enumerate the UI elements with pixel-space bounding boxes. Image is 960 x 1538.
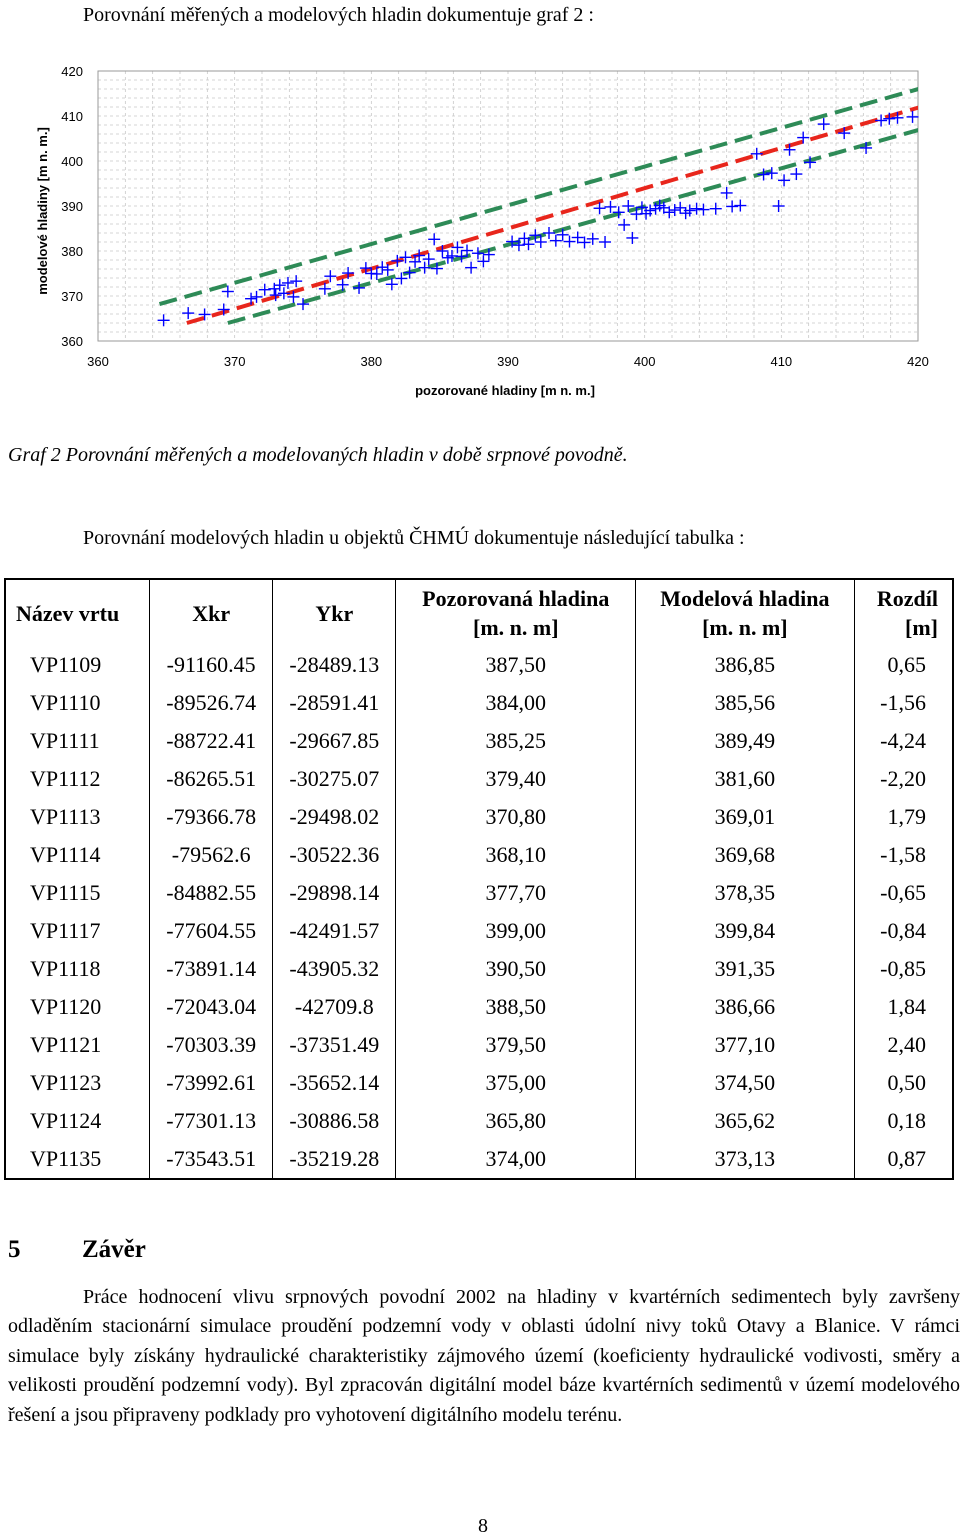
data-point (465, 262, 477, 274)
table-cell: 379,40 (396, 760, 636, 798)
table-cell: -43905.32 (273, 950, 396, 988)
conclusion-paragraph: Práce hodnocení vlivu srpnových povodní 2002 na hladiny v kvartérních sedimentech byly završeny odladěním stacionární simulace proudění podzemní vody v oblasti údolní nivy toků Otavy a Blanice. V rámci simulace byly získány hydraulické charakteristiky zájmového území (koeficienty hydraulické vodivosti, směry a velikosti proudění podzemní vody). Byl zpracován digitální model báze kvartérních sedimentů v území modelového řešení a jsou připraveny podklady pro vyhotovení digitálního modelu terénu. (8, 1283, 960, 1430)
table-row (5, 760, 953, 798)
page-number: 8 (478, 1515, 488, 1538)
x-tick-label: 410 (770, 354, 792, 369)
data-point (382, 264, 394, 276)
table-cell: -28591.41 (273, 684, 396, 722)
y-tick-label: 400 (61, 154, 83, 169)
table-cell: 374,00 (396, 1140, 636, 1179)
table-cell: 386,85 (636, 646, 854, 684)
table-cell: VP1109 (5, 646, 150, 684)
table-cell: VP1124 (5, 1102, 150, 1140)
table-cell: -73891.14 (150, 950, 273, 988)
table-cell: -42491.57 (273, 912, 396, 950)
table-cell: -29667.85 (273, 722, 396, 760)
data-point (259, 284, 271, 296)
data-point (290, 275, 302, 287)
table-cell: 0,18 (854, 1102, 953, 1140)
data-point (599, 236, 611, 248)
data-point (251, 291, 263, 303)
table-cell: 391,35 (636, 950, 854, 988)
table-cell: 1,79 (854, 798, 953, 836)
table-cell: -1,56 (854, 684, 953, 722)
y-tick-label: 360 (61, 334, 83, 349)
x-tick-label: 400 (634, 354, 656, 369)
data-point (337, 279, 349, 291)
table-cell: -4,24 (854, 722, 953, 760)
table-cell: -91160.45 (150, 646, 273, 684)
section-number: 5 (8, 1236, 82, 1264)
y-tick-label: 390 (61, 199, 83, 214)
table-cell: -79366.78 (150, 798, 273, 836)
table-cell: -88722.41 (150, 722, 273, 760)
table-cell: 385,56 (636, 684, 854, 722)
table-cell: 377,70 (396, 874, 636, 912)
data-point (710, 203, 722, 215)
header-cell: Modelová hladina [m. n. m] (636, 579, 854, 646)
table-cell: 368,10 (396, 836, 636, 874)
table-cell: 386,66 (636, 988, 854, 1026)
table-cell: 365,80 (396, 1102, 636, 1140)
data-point (907, 111, 919, 123)
data-point (472, 247, 484, 259)
table-row (5, 1026, 953, 1064)
x-tick-label: 420 (907, 354, 929, 369)
x-tick-label: 360 (87, 354, 109, 369)
table-cell: VP1117 (5, 912, 150, 950)
table-cell: -30886.58 (273, 1102, 396, 1140)
table-cell: 388,50 (396, 988, 636, 1026)
table-cell: 0,50 (854, 1064, 953, 1102)
table-cell: -0,65 (854, 874, 953, 912)
table-cell: VP1114 (5, 836, 150, 874)
table-cell: -84882.55 (150, 874, 273, 912)
table-cell: -30275.07 (273, 760, 396, 798)
table-cell: 0,87 (854, 1140, 953, 1179)
table-cell: 387,50 (396, 646, 636, 684)
data-point (404, 267, 416, 279)
header-cell: Xkr (150, 579, 273, 646)
table-cell: 2,40 (854, 1026, 953, 1064)
y-axis-label: modelové hladiny [m n. m.] (35, 127, 50, 295)
data-point (618, 219, 630, 231)
table-cell: -73992.61 (150, 1064, 273, 1102)
table-cell: 381,60 (636, 760, 854, 798)
table-cell: -89526.74 (150, 684, 273, 722)
table-cell: -35219.28 (273, 1140, 396, 1179)
data-point (734, 200, 746, 212)
table-cell: VP1112 (5, 760, 150, 798)
table-cell: 399,00 (396, 912, 636, 950)
table-row (5, 874, 953, 912)
table-row (5, 1102, 953, 1140)
x-tick-label: 390 (497, 354, 519, 369)
bound-line (228, 96, 960, 323)
x-tick-label: 380 (360, 354, 382, 369)
intro-text: Porovnání měřených a modelových hladin dokumentuje graf 2 : (83, 4, 594, 27)
table-cell: -1,58 (854, 836, 953, 874)
comparison-table (4, 578, 954, 1180)
data-point (543, 227, 555, 239)
data-point (818, 118, 830, 130)
table-cell: VP1135 (5, 1140, 150, 1179)
table-cell: -42709.8 (273, 988, 396, 1026)
table-cell: -86265.51 (150, 760, 273, 798)
data-point (674, 202, 686, 214)
table-row (5, 1064, 953, 1102)
table-cell: 389,49 (636, 722, 854, 760)
x-axis-label: pozorované hladiny [m n. m.] (415, 383, 595, 398)
table-row (5, 684, 953, 722)
table-cell: VP1110 (5, 684, 150, 722)
table-row (5, 798, 953, 836)
data-point (766, 167, 778, 179)
data-point (158, 314, 170, 326)
table-cell: -77604.55 (150, 912, 273, 950)
model-line (187, 76, 960, 324)
table-row (5, 950, 953, 988)
data-point (726, 200, 738, 212)
y-tick-label: 420 (61, 64, 83, 79)
data-point (182, 307, 194, 319)
table-intro-text: Porovnání modelových hladin u objektů ČHMÚ dokumentuje následující tabulka : (83, 527, 745, 550)
table-cell: VP1121 (5, 1026, 150, 1064)
data-point (691, 203, 703, 215)
table-cell: VP1115 (5, 874, 150, 912)
figure-caption: Graf 2 Porovnání měřených a modelovaných hladin v době srpnové povodně. (8, 444, 628, 467)
table-cell: 374,50 (636, 1064, 854, 1102)
table-cell: -79562.6 (150, 836, 273, 874)
data-point (461, 245, 473, 257)
table-cell: -72043.04 (150, 988, 273, 1026)
table-cell: 370,80 (396, 798, 636, 836)
y-tick-label: 370 (61, 289, 83, 304)
table-header-row (5, 579, 953, 646)
table-cell: -0,84 (854, 912, 953, 950)
scatter-chart (0, 48, 960, 408)
header-cell: Název vrtu (5, 579, 150, 646)
table-cell: 378,35 (636, 874, 854, 912)
table-cell: 365,62 (636, 1102, 854, 1140)
chart-grid (98, 71, 918, 341)
table-cell: VP1123 (5, 1064, 150, 1102)
header-cell: Ykr (273, 579, 396, 646)
table-cell: -29498.02 (273, 798, 396, 836)
table-cell: -70303.39 (150, 1026, 273, 1064)
data-point (605, 201, 617, 213)
table-cell: -37351.49 (273, 1026, 396, 1064)
table-cell: -73543.51 (150, 1140, 273, 1179)
table-cell: -0,85 (854, 950, 953, 988)
y-tick-label: 410 (61, 109, 83, 124)
table-cell: -35652.14 (273, 1064, 396, 1102)
table-cell: 369,01 (636, 798, 854, 836)
table-cell: 377,10 (636, 1026, 854, 1064)
table-row (5, 646, 953, 684)
table-cell: 0,65 (854, 646, 953, 684)
table-cell: VP1111 (5, 722, 150, 760)
table-cell: 385,25 (396, 722, 636, 760)
table-cell: -77301.13 (150, 1102, 273, 1140)
table-cell: -28489.13 (273, 646, 396, 684)
data-point (477, 255, 489, 267)
data-point (778, 174, 790, 186)
table-cell: 384,00 (396, 684, 636, 722)
table-cell: 379,50 (396, 1026, 636, 1064)
table-row (5, 988, 953, 1026)
table-cell: -30522.36 (273, 836, 396, 874)
table-cell: 399,84 (636, 912, 854, 950)
section-title: Závěr (82, 1236, 146, 1263)
table-cell: VP1113 (5, 798, 150, 836)
header-cell: Rozdíl [m] (854, 579, 953, 646)
table-row (5, 1140, 953, 1179)
table-cell: VP1120 (5, 988, 150, 1026)
table-row (5, 836, 953, 874)
table-cell: 390,50 (396, 950, 636, 988)
section-heading (8, 1236, 146, 1264)
table-cell: -2,20 (854, 760, 953, 798)
table-cell: 1,84 (854, 988, 953, 1026)
data-point (550, 235, 562, 247)
header-cell: Pozorovaná hladina [m. n. m] (396, 579, 636, 646)
table-cell: VP1118 (5, 950, 150, 988)
x-tick-label: 370 (224, 354, 246, 369)
table-row (5, 722, 953, 760)
data-point (428, 233, 440, 245)
data-point (773, 200, 785, 212)
table-cell: 373,13 (636, 1140, 854, 1179)
table-cell: 369,68 (636, 836, 854, 874)
table-cell: 375,00 (396, 1064, 636, 1102)
data-point (245, 293, 257, 305)
table-row (5, 912, 953, 950)
table-cell: -29898.14 (273, 874, 396, 912)
y-tick-label: 380 (61, 244, 83, 259)
